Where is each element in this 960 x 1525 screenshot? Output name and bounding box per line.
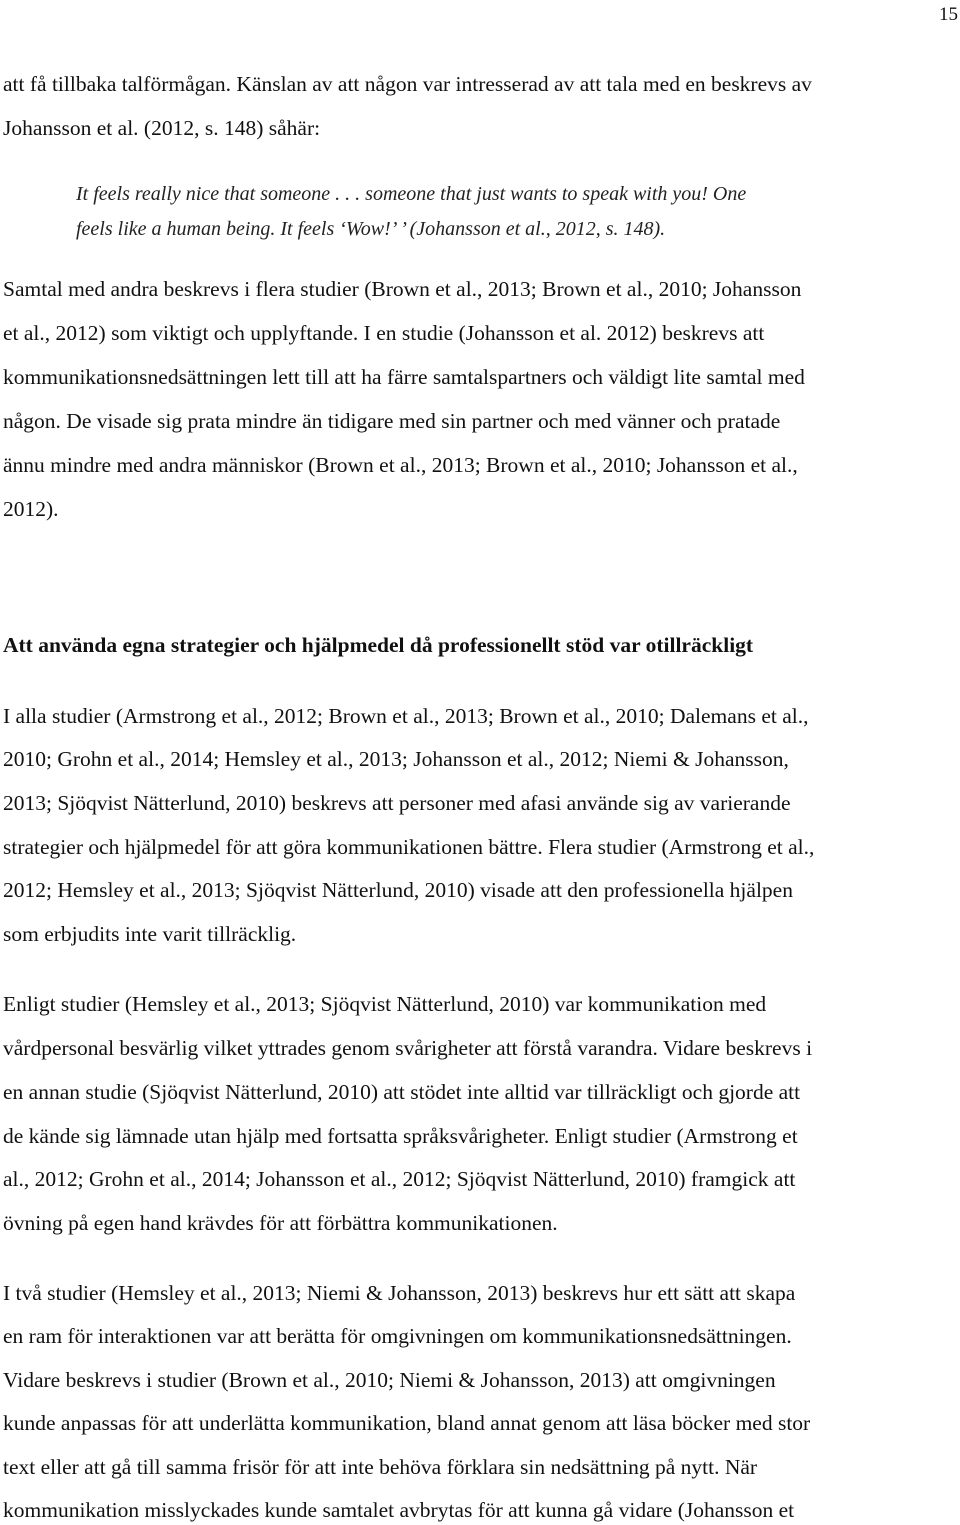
- text-line: kommunikation misslyckades kunde samtalet avbrytas för att kunna gå vidare (Johansson et: [3, 1498, 795, 1522]
- text-line: 2012).: [3, 497, 59, 521]
- text-line: vårdpersonal besvärlig vilket yttrades genom svårigheter att förstå varandra. Vidare beskrevs i: [3, 1036, 813, 1060]
- text-line: någon. De visade sig prata mindre än tidigare med sin partner och med vänner och pratade: [3, 409, 781, 433]
- text-line: strategier och hjälpmedel för att göra kommunikationen bättre. Flera studier (Armstrong et al.,: [3, 835, 815, 859]
- section-heading: Att använda egna strategier och hjälpmedel då professionellt stöd var otillräckligt: [3, 633, 754, 657]
- text-line: kunde anpassas för att underlätta kommunikation, bland annat genom att läsa böcker med stor: [3, 1411, 811, 1435]
- text-line: al., 2012; Grohn et al., 2014; Johansson et al., 2012; Sjöqvist Nätterlund, 2010) framgick att: [3, 1167, 796, 1191]
- text-line: ännu mindre med andra människor (Brown et al., 2013; Brown et al., 2010; Johansson et al.,: [3, 453, 798, 477]
- quote-line: It feels really nice that someone . . . someone that just wants to speak with you! One: [76, 183, 747, 205]
- text-line: en annan studie (Sjöqvist Nätterlund, 2010) att stödet inte alltid var tillräckligt och gjorde att: [3, 1080, 801, 1104]
- text-line: 2010; Grohn et al., 2014; Hemsley et al., 2013; Johansson et al., 2012; Niemi & Johansson,: [3, 747, 789, 771]
- page-number: 15: [939, 4, 958, 25]
- text-line: en ram för interaktionen var att berätta för omgivningen om kommunikationsnedsättningen.: [3, 1324, 792, 1348]
- text-line: 2012; Hemsley et al., 2013; Sjöqvist Nätterlund, 2010) visade att den professionella hjälpen: [3, 878, 793, 902]
- text-line: I två studier (Hemsley et al., 2013; Niemi & Johansson, 2013) beskrevs hur ett sätt att skapa: [3, 1281, 796, 1305]
- text-line: kommunikationsnedsättningen lett till att ha färre samtalspartners och väldigt lite samtal med: [3, 365, 805, 389]
- text-line: de kände sig lämnade utan hjälp med fortsatta språksvårigheter. Enligt studier (Armstrong et: [3, 1124, 798, 1148]
- text-line: Samtal med andra beskrevs i flera studier (Brown et al., 2013; Brown et al., 2010; Johansson: [3, 277, 802, 301]
- text-line: Johansson et al. (2012, s. 148) såhär:: [3, 116, 321, 140]
- text-line: text eller att gå till samma frisör för att inte behöva förklara sin nedsättning på nytt. När: [3, 1455, 758, 1479]
- text-line: som erbjudits inte varit tillräcklig.: [3, 922, 297, 946]
- text-line: Vidare beskrevs i studier (Brown et al., 2010; Niemi & Johansson, 2013) att omgivningen: [3, 1368, 776, 1392]
- text-line: Enligt studier (Hemsley et al., 2013; Sjöqvist Nätterlund, 2010) var kommunikation med: [3, 992, 767, 1016]
- text-line: att få tillbaka talförmågan. Känslan av att någon var intresserad av att tala med en beskrevs av: [3, 72, 812, 96]
- text-line: et al., 2012) som viktigt och upplyftande. I en studie (Johansson et al. 2012) beskrevs att: [3, 321, 765, 345]
- text-line: 2013; Sjöqvist Nätterlund, 2010) beskrevs att personer med afasi använde sig av varierande: [3, 791, 791, 815]
- text-line: övning på egen hand krävdes för att förbättra kommunikationen.: [3, 1211, 558, 1235]
- text-line: I alla studier (Armstrong et al., 2012; Brown et al., 2013; Brown et al., 2010; Dalemans et al.,: [3, 704, 809, 728]
- quote-line: feels like a human being. It feels ‘Wow!’ ’ (Johansson et al., 2012, s. 148).: [76, 218, 666, 240]
